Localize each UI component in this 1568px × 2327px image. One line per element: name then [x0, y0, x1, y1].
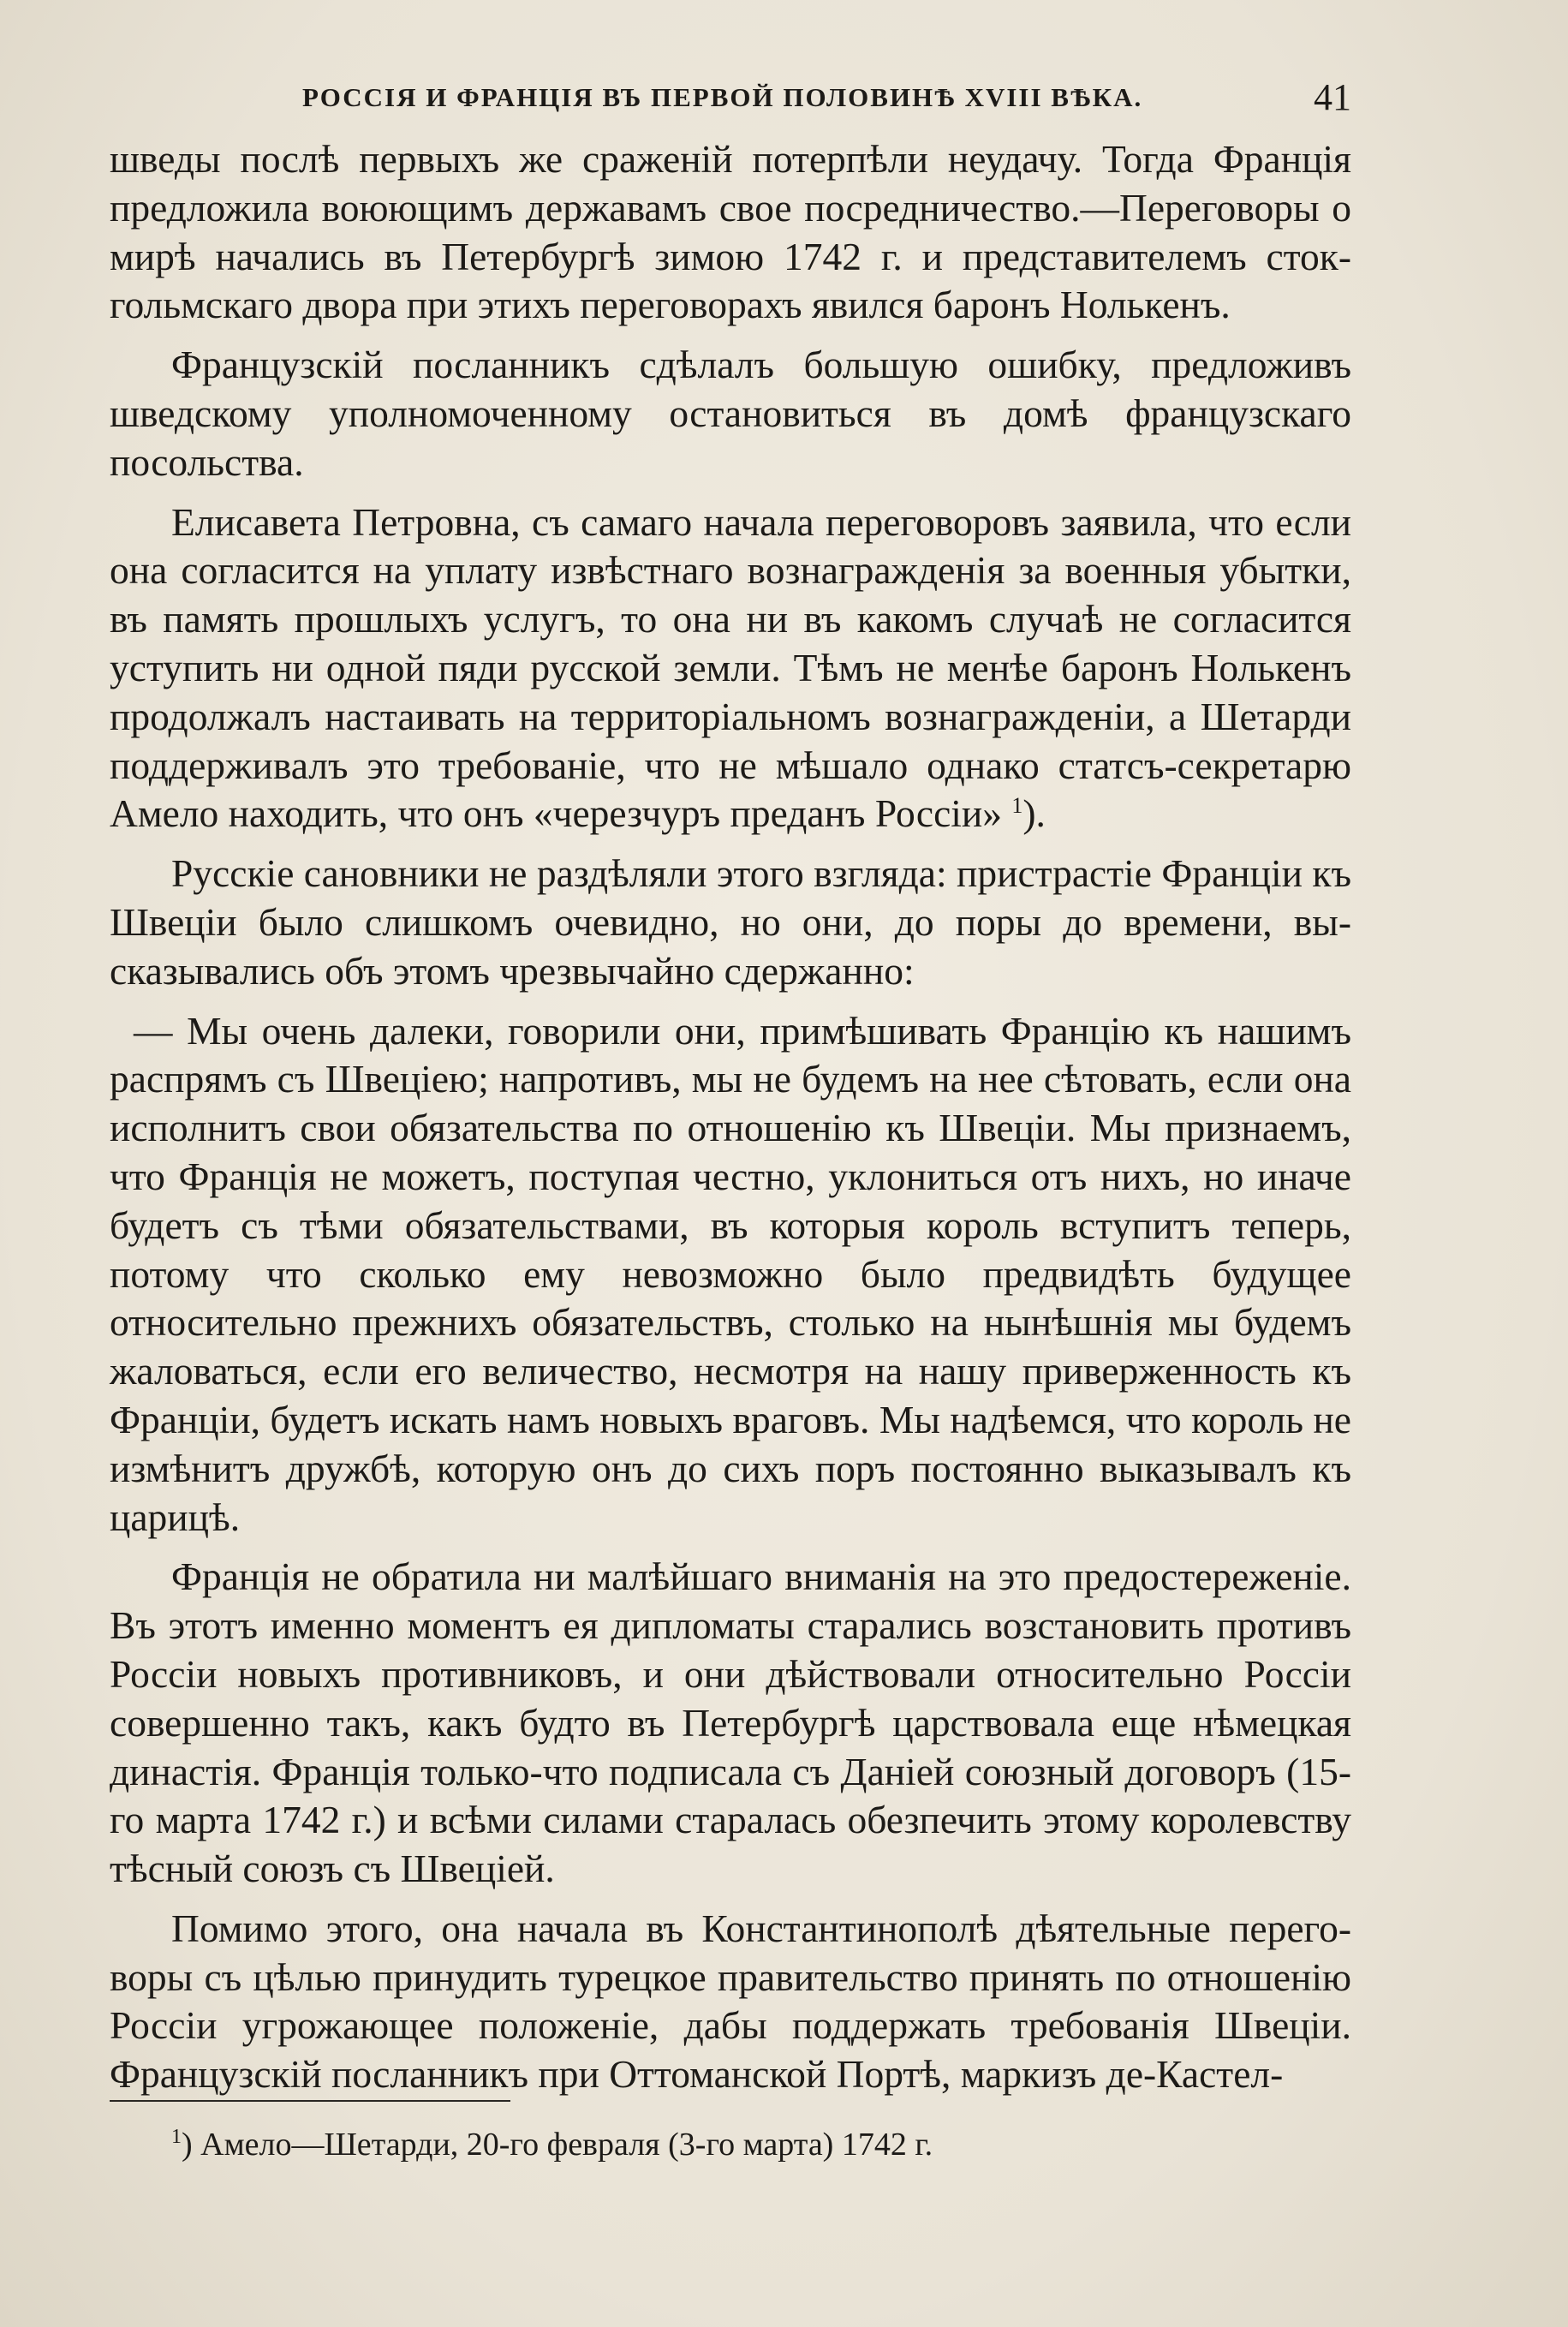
footnote-reference-closer: ). [1022, 791, 1046, 836]
footnote-reference: 1 [1011, 793, 1023, 819]
paragraph-dialogue: — Мы очень далеки, говорили они, примѣшивать Францію къ нашимъ распрямъ съ Швеціею; напротивъ, мы не будемъ на нее сѣтовать, если она исполнитъ свои обязательства по отношенію къ Швеціи. Мы признаемъ, что Франція не можетъ, поступая честно, уклониться отъ нихъ, но иначе будетъ съ тѣми обязательствами, въ которыя король вступитъ теперь, потому что сколько ему невозможно было предвидѣть будущее относительно прежнихъ обязательствъ, столько на нынѣшнія мы будемъ жаловаться, если его величество, несмотря на нашу приверженность къ Франціи, будетъ искать намъ новыхъ враговъ. Мы надѣемся, что король не измѣнитъ дружбѣ, которую онъ до сихъ поръ постоянно выказывалъ къ царицѣ. [110, 1008, 1351, 1539]
running-title: РОССІЯ И ФРАНЦІЯ ВЪ ПЕРВОЙ ПОЛОВИНѢ XVIII ВѢКА. [302, 82, 1143, 112]
paragraph [110, 498, 1351, 839]
page-number: 41 [1314, 76, 1351, 118]
paragraph: Помимо этого, она начала въ Константинополѣ дѣятельные переговоры съ цѣлью принудить турецкое правительство принять по отношенію Россіи угрожающее положеніе, дабы поддержать требованія Швеціи. Французскій посланникъ при Оттоманской Портѣ, маркизъ де-Кастел- [110, 1906, 1351, 2097]
footnote-marker: 1 [171, 2126, 182, 2148]
paragraph: Франція не обратила ни малѣйшаго вниманія на это предостереженіе. Въ этотъ именно моментъ ея дипломаты старались возстановить противъ Россіи новыхъ противниковъ, и они дѣйствовали относительно Россіи совершенно такъ, какъ будто въ Петербургѣ царствовала еще нѣмецкая династія. Франція только-что подписала съ Даніей союзный договоръ (15-го марта 1742 г.) и всѣми силами старалась обезпечить этому королевству тѣсный союзъ съ Швеціей. [110, 1554, 1351, 1891]
paragraph: Русскіе сановники не раздѣляли этого взгляда: пристрастіе Франціи къ Швеціи было слишкомъ очевидно, но они, до поры до времени, высказывались объ этомъ чрезвычайно сдержанно: [110, 851, 1351, 993]
main-text [110, 135, 1351, 2110]
paragraph: Французскій посланникъ сдѣлалъ большую ошибку, предложивъ шведскому уполномоченному остановиться въ домѣ французскаго посольства. [110, 343, 1351, 484]
running-header [110, 75, 1351, 127]
footnote-divider [110, 2100, 510, 2102]
paragraph-text: Елисавета Петровна, съ самаго начала переговоровъ заявила, что если она согласится на уплату извѣстнаго вознагражденія за военныя убытки, въ память прошлыхъ услугъ, то она ни въ какомъ случаѣ не согласится уступить ни одной пяди русской земли. Тѣмъ не менѣе баронъ Нолькенъ продолжалъ настаивать на территоріальномъ вознагражденіи, а Шетарди поддерживалъ это требованіе, что не мѣшало однако статсъ-секретарю Амело находить, что онъ «черезчуръ преданъ Россіи» [110, 499, 1351, 836]
paragraph: шведы послѣ первыхъ же сраженій потерпѣли неудачу. Тогда Франція предложила воюющимъ державамъ свое посредничество.—Переговоры о мирѣ начались въ Петербургѣ зимою 1742 г. и представителемъ стокгольмскаго двора при этихъ переговорахъ явился баронъ Нолькенъ. [110, 137, 1351, 327]
footnote-text: ) Амело—Шетарди, 20-го февраля (3-го марта) 1742 г. [182, 2127, 933, 2163]
footnote [171, 2124, 1285, 2165]
